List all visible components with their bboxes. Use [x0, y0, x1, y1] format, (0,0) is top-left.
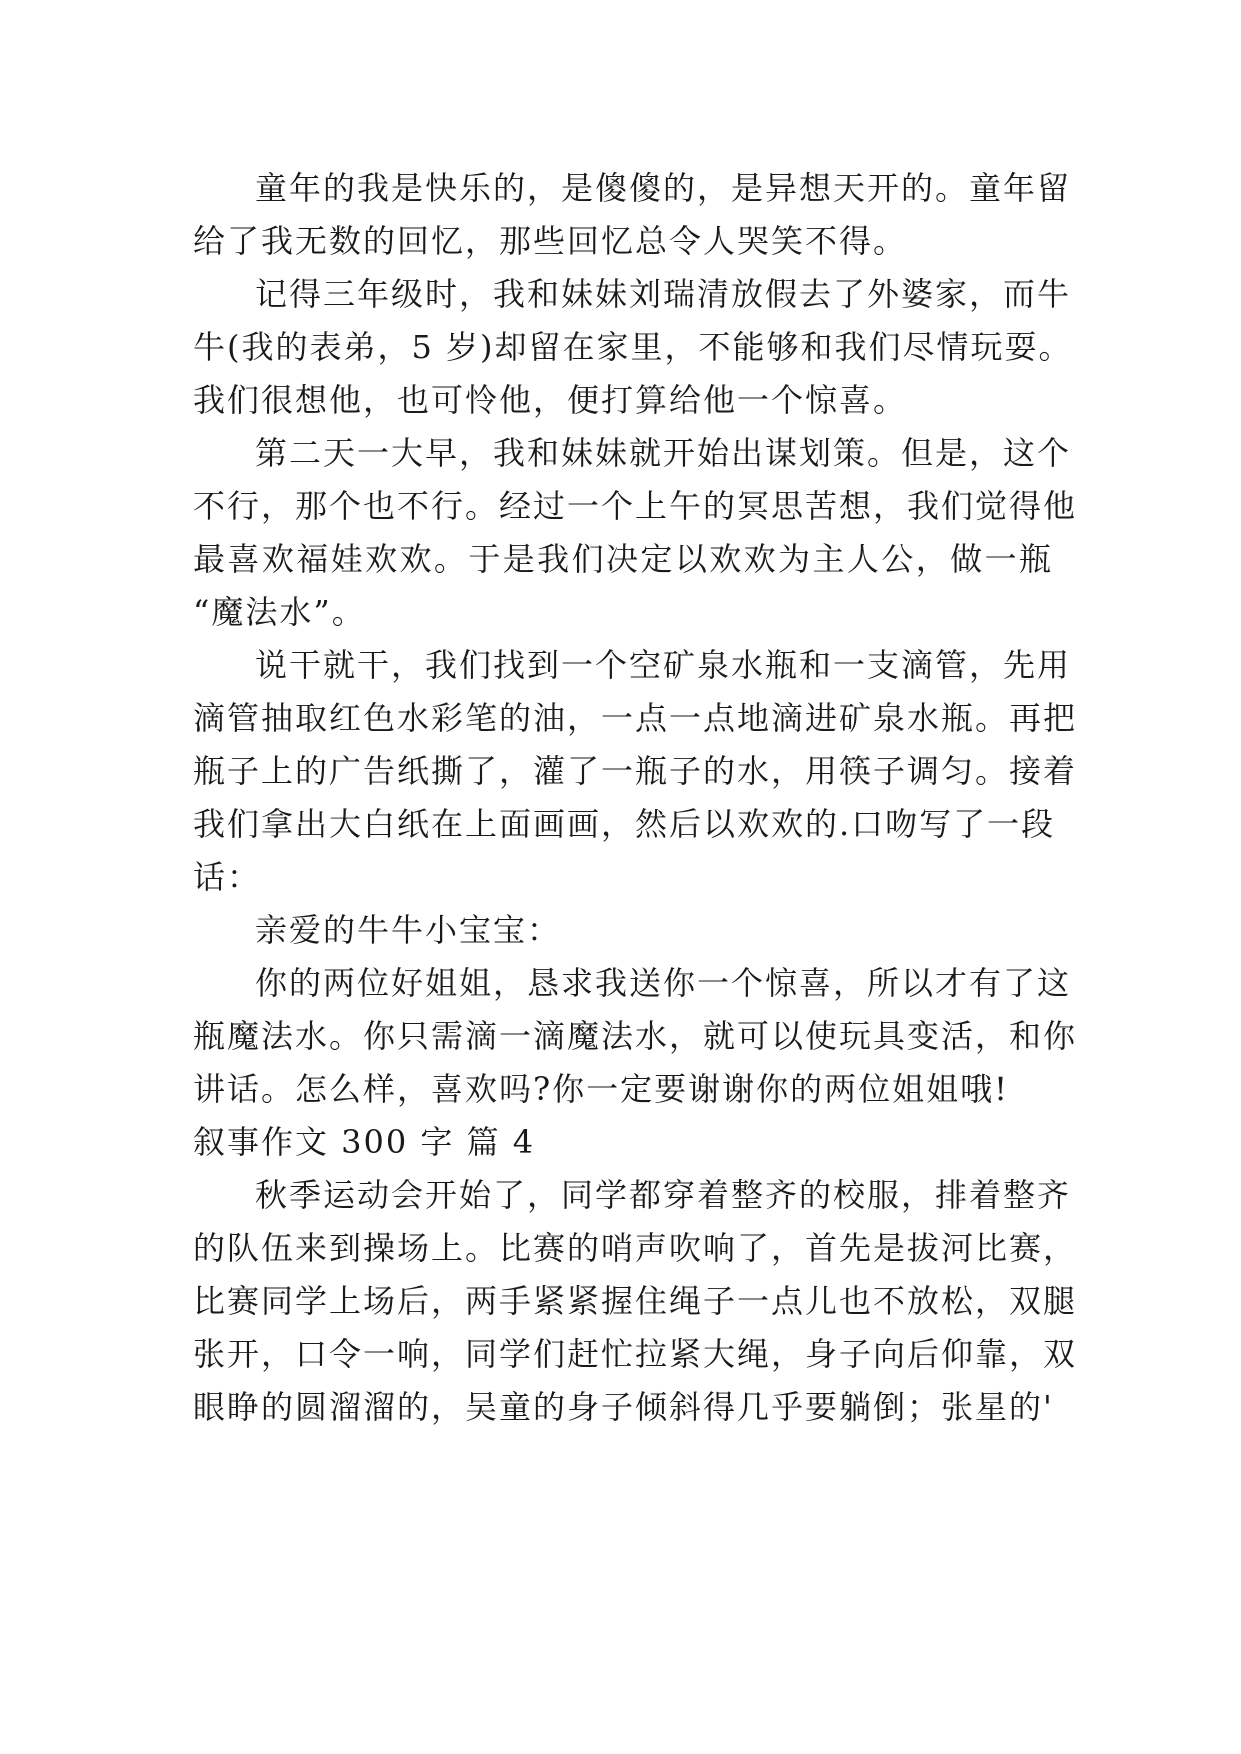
paragraph-1-line-2: 给了我无数的回忆，那些回忆总令人哭笑不得。 [193, 222, 908, 260]
paragraph-4-line-5: 话： [193, 858, 262, 896]
paragraph-5-line-5: 眼睁的圆溜溜的，吴童的身子倾斜得几乎要躺倒；张星的' [193, 1388, 1054, 1426]
paragraph-5-line-3: 比赛同学上场后，两手紧紧握住绳子一点儿也不放松，双腿 [193, 1282, 1078, 1320]
paragraph-2-line-2: 牛(我的表弟，5 岁)却留在家里，不能够和我们尽情玩耍。 [193, 328, 1073, 366]
paragraph-5-line-4: 张开，口令一响，同学们赶忙拉紧大绳，身子向后仰靠，双 [193, 1335, 1078, 1373]
paragraph-2-line-1: 记得三年级时，我和妹妹刘瑞清放假去了外婆家，而牛 [255, 275, 1072, 313]
paragraph-3-line-3: 最喜欢福娃欢欢。于是我们决定以欢欢为主人公，做一瓶 [193, 540, 1053, 578]
letter-line-3: 讲话。怎么样，喜欢吗?你一定要谢谢你的两位姐姐哦! [193, 1070, 1010, 1108]
section-heading: 叙事作文 300 字 篇 4 [193, 1123, 536, 1161]
paragraph-4-line-4: 我们拿出大白纸在上面画画，然后以欢欢的.口吻写了一段 [193, 805, 1056, 843]
paragraph-3-line-1: 第二天一大早，我和妹妹就开始出谋划策。但是，这个 [255, 434, 1072, 472]
paragraph-3-line-4: “魔法水”。 [193, 593, 366, 631]
letter-line-1: 你的两位好姐姐，恳求我送你一个惊喜，所以才有了这 [255, 964, 1072, 1002]
paragraph-4-line-2: 滴管抽取红色水彩笔的油，一点一点地滴进矿泉水瓶。再把 [193, 699, 1078, 737]
paragraph-1-line-1: 童年的我是快乐的，是傻傻的，是异想天开的。童年留 [255, 169, 1072, 207]
paragraph-3-line-2: 不行，那个也不行。经过一个上午的冥思苦想，我们觉得他 [193, 487, 1078, 525]
paragraph-4-line-3: 瓶子上的广告纸撕了，灌了一瓶子的水，用筷子调匀。接着 [193, 752, 1078, 790]
paragraph-5-line-2: 的队伍来到操场上。比赛的哨声吹响了，首先是拔河比赛， [193, 1229, 1078, 1267]
paragraph-4-line-1: 说干就干，我们找到一个空矿泉水瓶和一支滴管，先用 [255, 646, 1072, 684]
paragraph-2-line-3: 我们很想他，也可怜他，便打算给他一个惊喜。 [193, 381, 908, 419]
paragraph-5-line-1: 秋季运动会开始了，同学都穿着整齐的校服，排着整齐 [255, 1176, 1072, 1214]
letter-line-2: 瓶魔法水。你只需滴一滴魔法水，就可以使玩具变活，和你 [193, 1017, 1078, 1055]
letter-salutation: 亲爱的牛牛小宝宝： [255, 911, 562, 949]
